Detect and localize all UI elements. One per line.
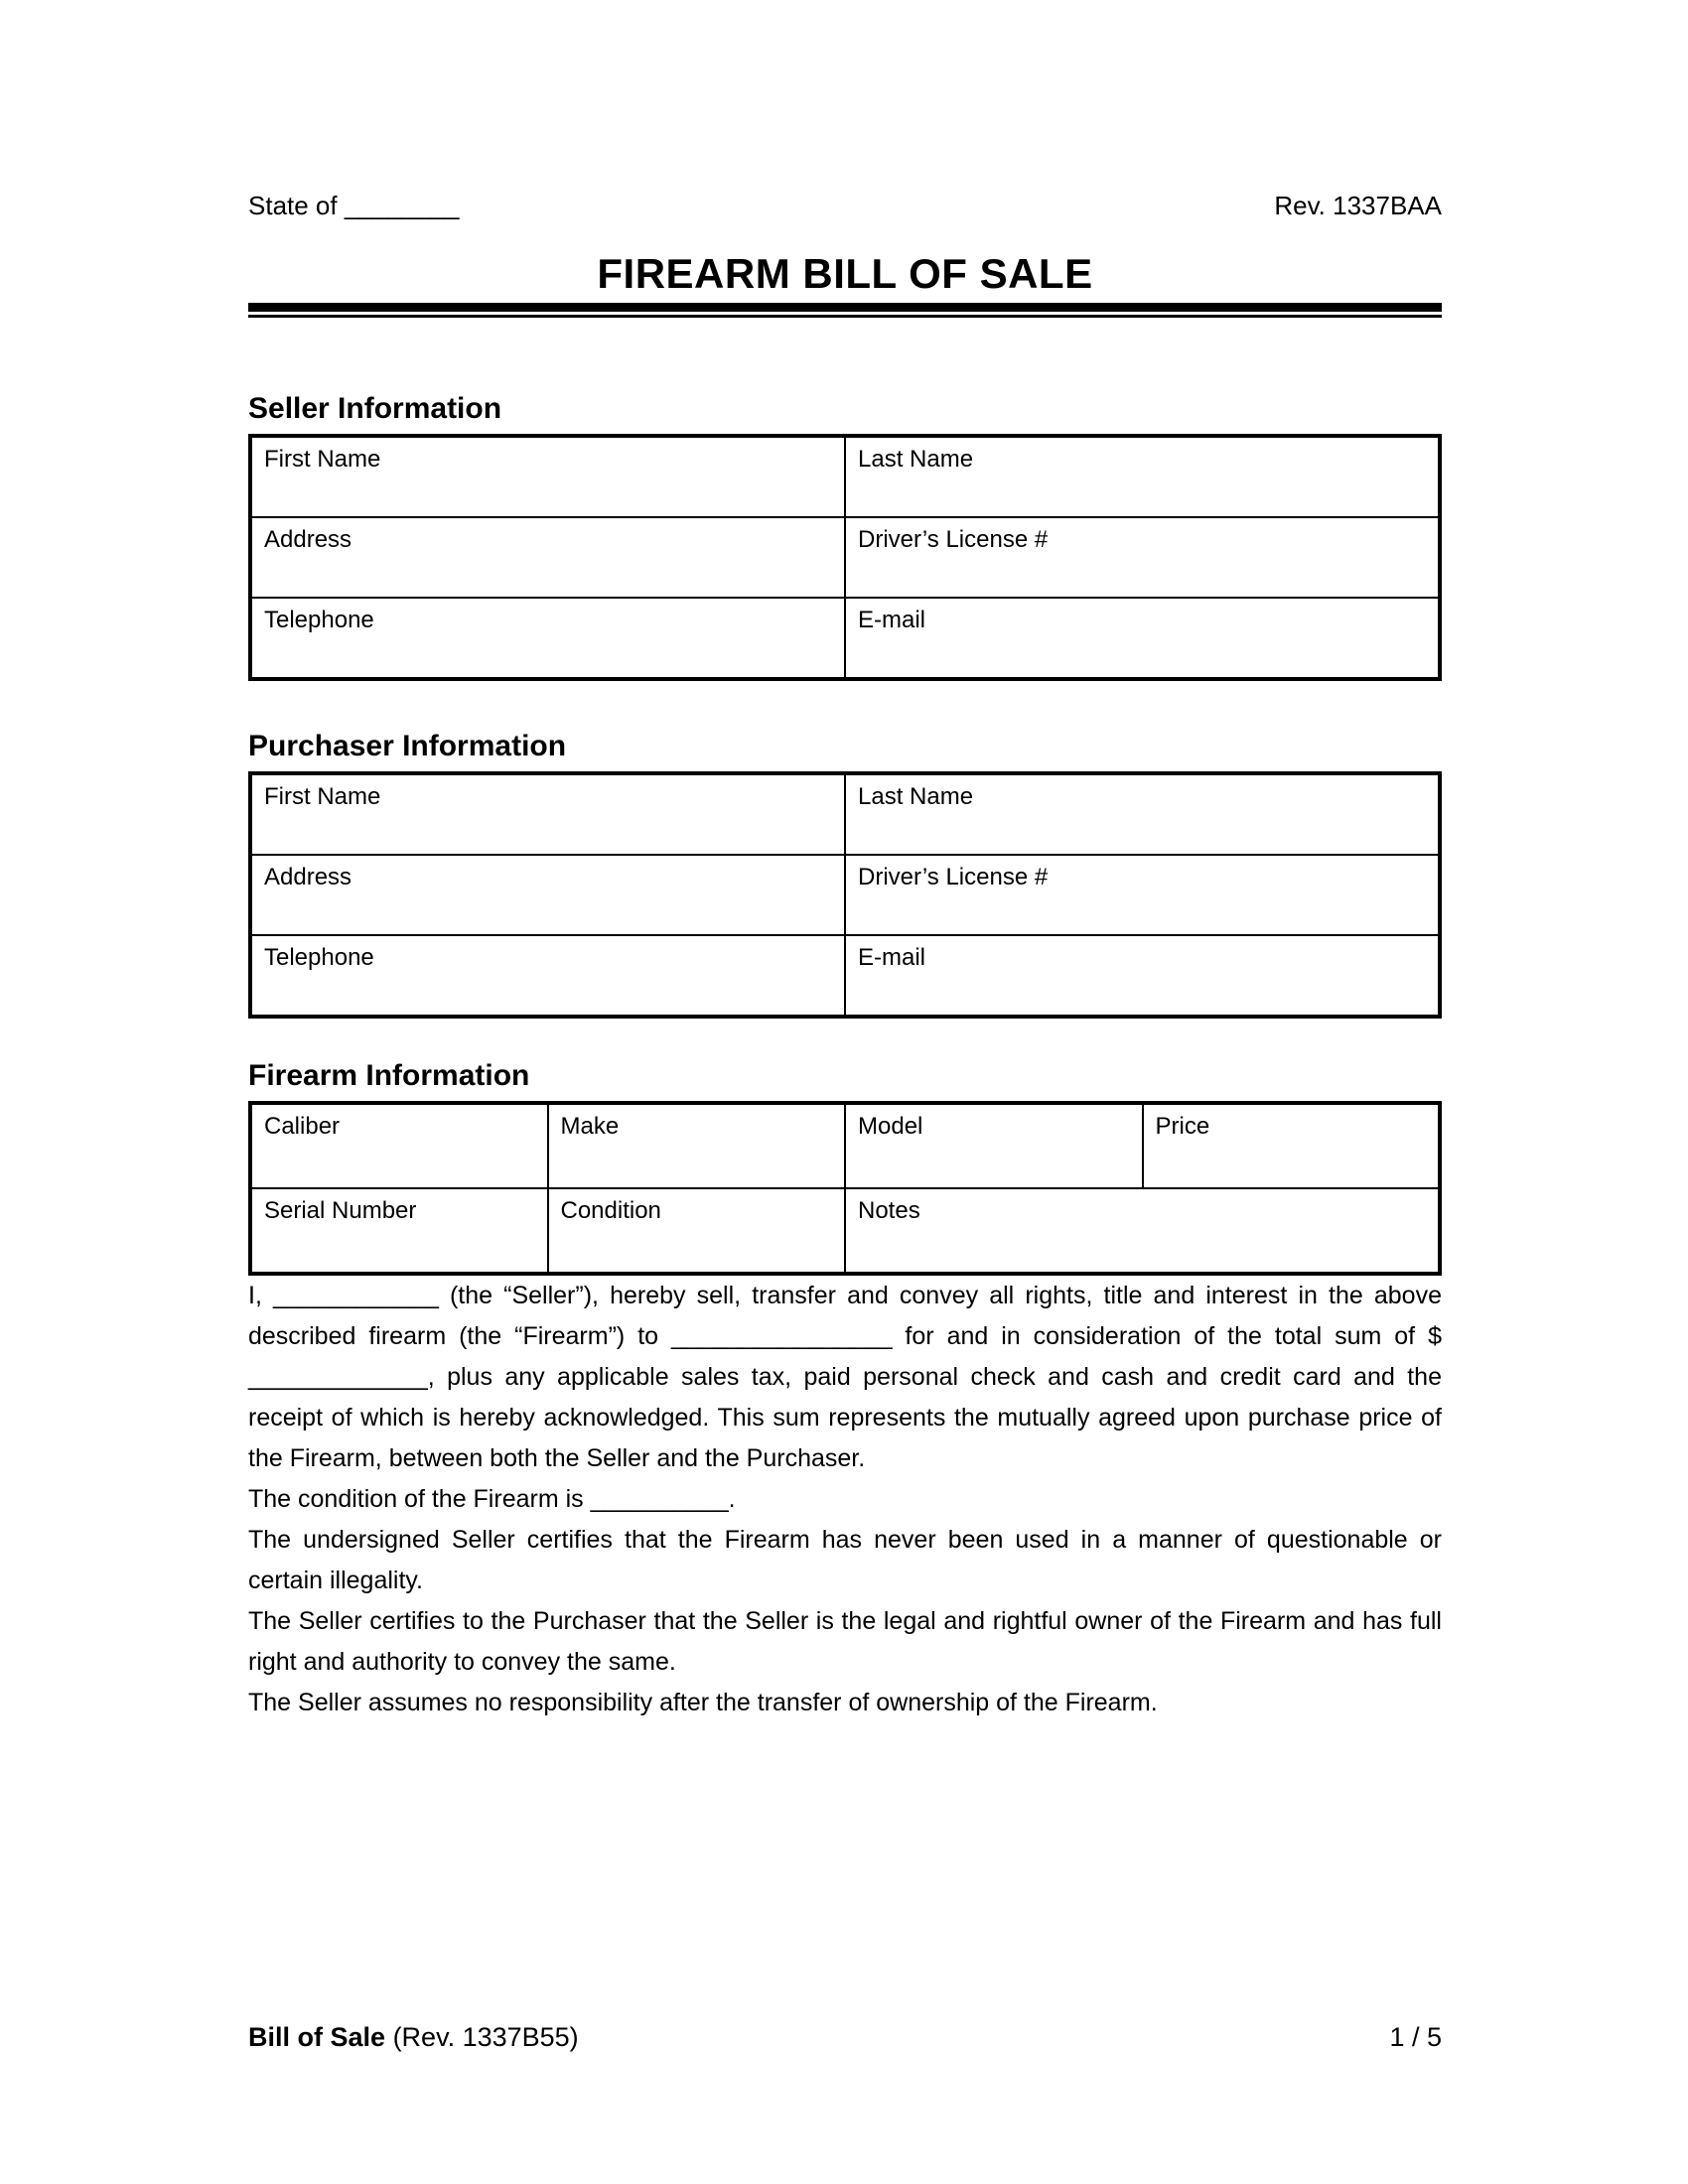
cell-label: Telephone: [264, 944, 374, 971]
document-header: [248, 191, 1442, 220]
table-row: [250, 855, 1440, 935]
firearm-info-table: [248, 1101, 1442, 1276]
cell-label: Driver’s License #: [858, 526, 1049, 553]
firearm-price-cell: [1143, 1103, 1441, 1188]
purchaser-info-table: [248, 771, 1442, 1019]
purchaser-email-cell: [845, 935, 1440, 1017]
firearm-section-heading: Firearm Information: [248, 1059, 530, 1092]
cell-label: E-mail: [858, 607, 926, 633]
firearm-caliber-cell: [250, 1103, 548, 1188]
table-row: [250, 436, 1440, 517]
purchaser-section-heading: Purchaser Information: [248, 730, 567, 762]
title-rule-thick-line: [248, 303, 1442, 312]
paragraph-no-responsibility: The Seller assumes no responsibility after the transfer of ownership of the Firearm.: [248, 1689, 1158, 1716]
seller-section-heading: Seller Information: [248, 392, 502, 425]
title-rule: [248, 303, 1442, 318]
footer-doc-title: Bill of Sale: [248, 2022, 386, 2052]
purchaser-telephone-cell: [250, 935, 845, 1017]
cell-label: Last Name: [858, 446, 974, 473]
cell-label: Model: [858, 1113, 923, 1140]
cell-label: Driver’s License #: [858, 864, 1049, 890]
seller-telephone-cell: [250, 598, 845, 679]
purchaser-drivers-license-cell: [845, 855, 1440, 935]
paragraph-sale-terms: I, ____________ (the “Seller”), hereby sell, transfer and convey all rights, title and interest in the above described firearm (the “Firearm”) to ________________ for and in consideration of the total sum of $ _____________, plus any applicable sales tax, paid personal check and cash and credit card and the receipt of which is hereby acknowledged. This sum represents the mutually agreed upon purchase price of the Firearm, between both the Seller and the Purchaser.: [248, 1282, 1442, 1472]
cell-label: Notes: [858, 1197, 920, 1224]
state-of-field: State of ________: [248, 191, 460, 220]
firearm-make-cell: [548, 1103, 846, 1188]
cell-label: Telephone: [264, 607, 374, 633]
cell-label: Price: [1155, 1113, 1210, 1140]
purchaser-last-name-cell: [845, 773, 1440, 855]
revision-number: Rev. 1337BAA: [1274, 191, 1442, 220]
paragraph-certify-ownership: The Seller certifies to the Purchaser that the Seller is the legal and rightful owner of the Firearm and has full right and authority to convey the same.: [248, 1607, 1442, 1676]
footer-document-name: [248, 2021, 579, 2053]
table-row: [250, 1188, 1440, 1274]
footer-page-number: 1 / 5: [1389, 2022, 1442, 2052]
paragraph-condition: The condition of the Firearm is __________.: [248, 1485, 736, 1513]
firearm-serial-number-cell: [250, 1188, 548, 1274]
page-title: FIREARM BILL OF SALE: [597, 250, 1093, 297]
cell-label: Address: [264, 864, 352, 890]
table-row: [250, 598, 1440, 679]
document-content: [248, 0, 1442, 1723]
seller-first-name-cell: [250, 436, 845, 517]
firearm-condition-cell: [548, 1188, 846, 1274]
document-footer: [248, 2021, 1442, 2053]
paragraph-certify-legal-use: The undersigned Seller certifies that the Firearm has never been used in a manner of questionable or certain illegality.: [248, 1526, 1442, 1594]
seller-drivers-license-cell: [845, 517, 1440, 598]
purchaser-first-name-cell: [250, 773, 845, 855]
firearm-notes-cell: [845, 1188, 1440, 1274]
seller-email-cell: [845, 598, 1440, 679]
table-row: [250, 935, 1440, 1017]
footer-revision: (Rev. 1337B55): [392, 2022, 579, 2052]
cell-label: First Name: [264, 446, 381, 473]
cell-label: Serial Number: [264, 1197, 417, 1224]
cell-label: First Name: [264, 783, 381, 810]
seller-info-table: [248, 434, 1442, 681]
cell-label: Make: [560, 1113, 620, 1140]
title-rule-thin-line: [248, 315, 1442, 318]
cell-label: Caliber: [264, 1113, 341, 1140]
table-row: [250, 1103, 1440, 1188]
table-row: [250, 517, 1440, 598]
table-row: [250, 773, 1440, 855]
seller-address-cell: [250, 517, 845, 598]
seller-last-name-cell: [845, 436, 1440, 517]
cell-label: Condition: [560, 1197, 661, 1224]
purchaser-address-cell: [250, 855, 845, 935]
cell-label: E-mail: [858, 944, 926, 971]
cell-label: Address: [264, 526, 352, 553]
cell-label: Last Name: [858, 783, 974, 810]
firearm-model-cell: [845, 1103, 1143, 1188]
